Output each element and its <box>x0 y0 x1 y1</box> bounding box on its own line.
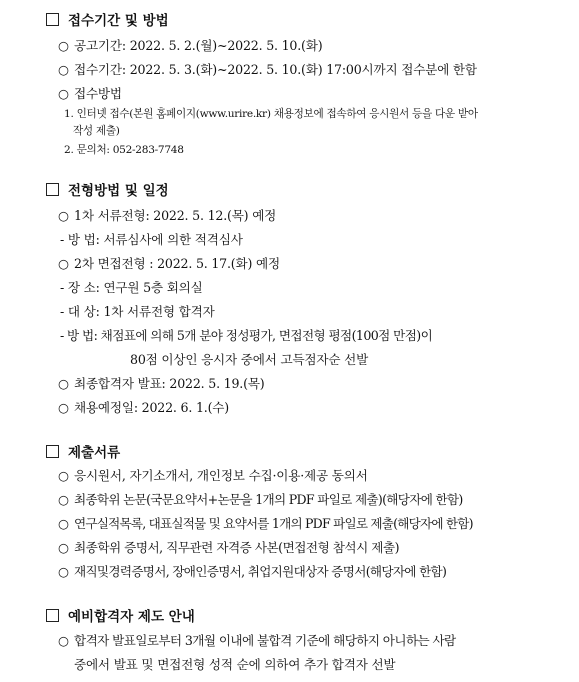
checkbox-square-icon <box>46 13 59 26</box>
circle-bullet-icon: ○ <box>58 633 69 648</box>
list-item: ○ 응시원서, 자기소개서, 개인정보 수집·이용·제공 동의서 <box>58 468 368 483</box>
list-item: ○ 합격자 발표일로부터 3개월 이내에 불합격 기준에 해당하지 아니하는 사람 <box>58 633 456 648</box>
circle-bullet-icon: ○ <box>58 516 69 531</box>
sub-item: - 방 법: 채점표에 의해 5개 분야 정성평가, 면접전형 평점(100점 만점)이 <box>60 328 433 343</box>
list-item: ○ 1차 서류전형: 2022. 5. 12.(목) 예정 <box>58 208 277 223</box>
section-title: 접수기간 및 방법 <box>46 9 169 29</box>
checkbox-square-icon <box>46 183 59 196</box>
list-item: ○ 2차 면접전형 : 2022. 5. 17.(화) 예정 <box>58 256 280 271</box>
sub-item: - 대 상: 1차 서류전형 합격자 <box>60 304 215 319</box>
circle-bullet-icon: ○ <box>58 38 69 53</box>
list-item: ○ 재직및경력증명서, 장애인증명서, 취업지원대상자 증명서(해당자에 한함) <box>58 564 447 579</box>
circle-bullet-icon: ○ <box>58 208 69 223</box>
list-item: ○ 연구실적목록, 대표실적물 및 요약서를 1개의 PDF 파일로 제출(해당자에 한함) <box>58 516 473 531</box>
list-item-continuation: 중에서 발표 및 면접전형 성적 순에 의하여 추가 합격자 선발 <box>74 657 396 672</box>
checkbox-square-icon <box>46 609 59 622</box>
circle-bullet-icon: ○ <box>58 86 69 101</box>
list-item: ○ 접수방법 <box>58 86 122 101</box>
list-item: ○ 최종합격자 발표: 2022. 5. 19.(목) <box>58 376 265 391</box>
sub-item: - 장 소: 연구원 5층 회의실 <box>60 280 203 295</box>
section-title: 예비합격자 제도 안내 <box>46 605 195 625</box>
circle-bullet-icon: ○ <box>58 256 69 271</box>
circle-bullet-icon: ○ <box>58 376 69 391</box>
sub-item-continuation: 80점 이상인 응시자 중에서 고득점자순 선발 <box>130 352 369 367</box>
section-title: 전형방법 및 일정 <box>46 179 169 199</box>
list-item: 2. 문의처: 052-283-7748 <box>64 144 184 156</box>
list-item: ○ 채용예정일: 2022. 6. 1.(수) <box>58 400 229 415</box>
checkbox-square-icon <box>46 445 59 458</box>
list-item: 1. 인터넷 접수(본원 홈페이지(www.urire.kr) 채용정보에 접속하여 응시원서 등을 다운 받아 <box>64 108 478 120</box>
sub-item: - 방 법: 서류심사에 의한 적격심사 <box>60 232 243 247</box>
list-item: ○ 최종학위 논문(국문요약서+논문을 1개의 PDF 파일로 제출)(해당자에 한함) <box>58 492 463 507</box>
circle-bullet-icon: ○ <box>58 468 69 483</box>
list-item: ○ 최종학위 증명서, 직무관련 자격증 사본(면접전형 참석시 제출) <box>58 540 399 555</box>
list-item-continuation: 작성 제출) <box>73 125 120 137</box>
list-item: ○ 접수기간: 2022. 5. 3.(화)~2022. 5. 10.(화) 17:00시까지 접수분에 한함 <box>58 62 477 77</box>
section-title: 제출서류 <box>46 441 120 461</box>
list-item: ○ 공고기간: 2022. 5. 2.(월)~2022. 5. 10.(화) <box>58 38 323 53</box>
circle-bullet-icon: ○ <box>58 492 69 507</box>
circle-bullet-icon: ○ <box>58 400 69 415</box>
circle-bullet-icon: ○ <box>58 540 69 555</box>
circle-bullet-icon: ○ <box>58 564 69 579</box>
circle-bullet-icon: ○ <box>58 62 69 77</box>
